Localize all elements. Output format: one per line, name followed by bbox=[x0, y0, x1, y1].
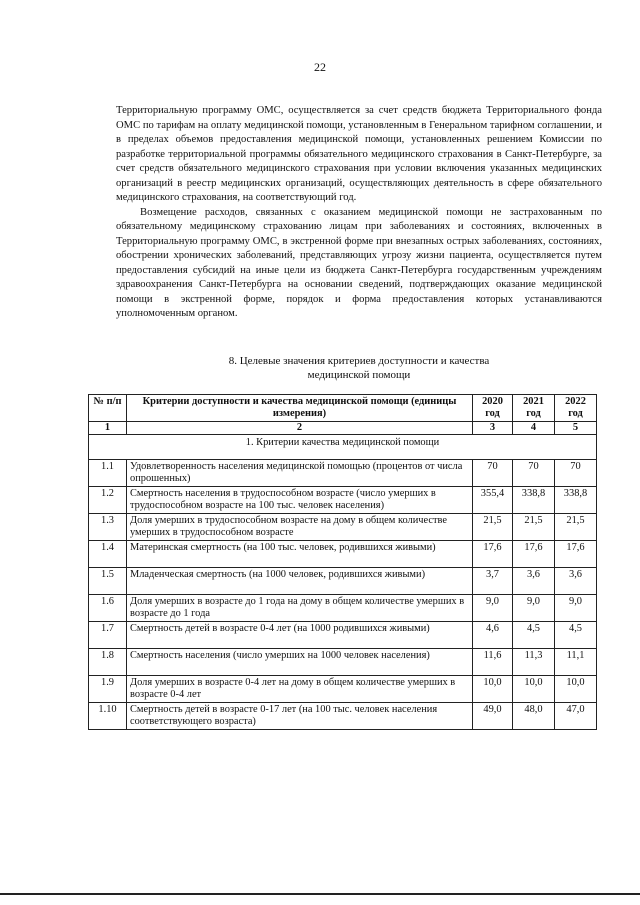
row-value-2021: 10,0 bbox=[513, 676, 555, 703]
row-value-2021: 4,5 bbox=[513, 622, 555, 649]
section-heading bbox=[116, 354, 602, 382]
header-criteria: Критерии доступности и качества медицинской помощи (единицы измерения) bbox=[127, 395, 473, 422]
row-criterion: Смертность детей в возрасте 0-4 лет (на 1000 родившихся живыми) bbox=[127, 622, 473, 649]
row-value-2022: 47,0 bbox=[555, 703, 597, 730]
row-value-2020: 10,0 bbox=[473, 676, 513, 703]
section-title-line-1: 8. Целевые значения критериев доступности и качества bbox=[228, 355, 490, 367]
row-criterion: Смертность детей в возрасте 0-17 лет (на 100 тыс. человек населения соответствующего возраста) bbox=[127, 703, 473, 730]
group-title-row bbox=[89, 435, 597, 460]
row-value-2022: 70 bbox=[555, 460, 597, 487]
column-index: 4 bbox=[513, 422, 555, 435]
table-row bbox=[89, 676, 597, 703]
row-value-2022: 9,0 bbox=[555, 595, 597, 622]
table-row bbox=[89, 514, 597, 541]
row-number: 1.8 bbox=[89, 649, 127, 676]
row-criterion: Материнская смертность (на 100 тыс. человек, родившихся живыми) bbox=[127, 541, 473, 568]
row-value-2020: 9,0 bbox=[473, 595, 513, 622]
column-index: 5 bbox=[555, 422, 597, 435]
column-index: 3 bbox=[473, 422, 513, 435]
body-text bbox=[116, 104, 602, 322]
group-title: 1. Критерии качества медицинской помощи bbox=[89, 435, 597, 460]
row-number: 1.1 bbox=[89, 460, 127, 487]
table-row bbox=[89, 595, 597, 622]
row-criterion: Доля умерших в возрасте до 1 года на дому в общем количестве умерших в возрасте до 1 года bbox=[127, 595, 473, 622]
row-value-2020: 3,7 bbox=[473, 568, 513, 595]
section-title-line-2: медицинской помощи bbox=[307, 369, 411, 381]
header-2021: 2021 год bbox=[513, 395, 555, 422]
row-value-2021: 9,0 bbox=[513, 595, 555, 622]
criteria-table bbox=[88, 394, 597, 730]
page-number: 22 bbox=[314, 60, 326, 74]
row-value-2021: 48,0 bbox=[513, 703, 555, 730]
row-criterion: Смертность населения (число умерших на 1000 человек населения) bbox=[127, 649, 473, 676]
header-2020: 2020 год bbox=[473, 395, 513, 422]
row-value-2022: 4,5 bbox=[555, 622, 597, 649]
row-criterion: Младенческая смертность (на 1000 человек, родившихся живыми) bbox=[127, 568, 473, 595]
row-value-2021: 17,6 bbox=[513, 541, 555, 568]
row-criterion: Удовлетворенность населения медицинской помощью (процентов от числа опрошенных) bbox=[127, 460, 473, 487]
column-index-row bbox=[89, 422, 597, 435]
row-value-2021: 21,5 bbox=[513, 514, 555, 541]
row-value-2020: 49,0 bbox=[473, 703, 513, 730]
row-value-2020: 11,6 bbox=[473, 649, 513, 676]
row-value-2021: 70 bbox=[513, 460, 555, 487]
row-number: 1.6 bbox=[89, 595, 127, 622]
row-number: 1.3 bbox=[89, 514, 127, 541]
row-number: 1.7 bbox=[89, 622, 127, 649]
table-header-row bbox=[89, 395, 597, 422]
row-value-2022: 338,8 bbox=[555, 487, 597, 514]
table-row bbox=[89, 649, 597, 676]
row-value-2022: 10,0 bbox=[555, 676, 597, 703]
row-criterion: Смертность населения в трудоспособном возрасте (число умерших в трудоспособном возрасте на 100 тыс. человек населения) bbox=[127, 487, 473, 514]
row-number: 1.10 bbox=[89, 703, 127, 730]
row-number: 1.4 bbox=[89, 541, 127, 568]
row-criterion: Доля умерших в трудоспособном возрасте на дому в общем количестве умерших в трудоспособном возрасте bbox=[127, 514, 473, 541]
column-index: 2 bbox=[127, 422, 473, 435]
header-num: № п/п bbox=[89, 395, 127, 422]
row-value-2022: 21,5 bbox=[555, 514, 597, 541]
paragraph-2: Возмещение расходов, связанных с оказанием медицинской помощи не застрахованным по обязательному медицинскому страхованию лицам при заболеваниях и состояниях, включенных в Территориальную программу ОМС, в экстренной форме при внезапных острых заболеваниях, состояниях, обострении хронических заболеваний, представляющих угрозу жизни пациента, осуществляется путем предоставления субсидий на иные цели из бюджета Санкт-Петербурга государственным учреждениям здравоохранения Санкт-Петербурга на основании сведений, подтверждающих оказание медицинской помощи в экстренной форме, порядок и форма предоставления которых устанавливаются уполномоченным органом. bbox=[116, 206, 602, 319]
row-value-2020: 21,5 bbox=[473, 514, 513, 541]
row-number: 1.2 bbox=[89, 487, 127, 514]
table-row bbox=[89, 541, 597, 568]
row-number: 1.5 bbox=[89, 568, 127, 595]
column-index: 1 bbox=[89, 422, 127, 435]
row-value-2022: 3,6 bbox=[555, 568, 597, 595]
row-value-2020: 70 bbox=[473, 460, 513, 487]
row-value-2021: 338,8 bbox=[513, 487, 555, 514]
bottom-divider bbox=[0, 893, 640, 895]
row-value-2021: 3,6 bbox=[513, 568, 555, 595]
table-row bbox=[89, 460, 597, 487]
row-value-2020: 17,6 bbox=[473, 541, 513, 568]
header-2022: 2022 год bbox=[555, 395, 597, 422]
row-number: 1.9 bbox=[89, 676, 127, 703]
row-value-2022: 11,1 bbox=[555, 649, 597, 676]
row-value-2020: 4,6 bbox=[473, 622, 513, 649]
row-criterion: Доля умерших в возрасте 0-4 лет на дому в общем количестве умерших в возрасте 0-4 лет bbox=[127, 676, 473, 703]
table-row bbox=[89, 703, 597, 730]
paragraph-1: Территориальную программу ОМС, осуществляется за счет средств бюджета Территориального фонда ОМС по тарифам на оплату медицинской помощи, установленным в Генеральном тарифном соглашении, и в пределах объемов предоставления медицинской помощи, установленных решением Комиссии по разработке территориальной программы обязательного медицинского страхования в Санкт-Петербурге, за счет средств обязательного медицинского страхования при условии включения указанных медицинских организаций в реестр медицинских организаций, осуществляющих деятельность в сфере обязательного медицинского страхования, на соответствующий год. bbox=[116, 105, 602, 203]
row-value-2020: 355,4 bbox=[473, 487, 513, 514]
row-value-2022: 17,6 bbox=[555, 541, 597, 568]
row-value-2021: 11,3 bbox=[513, 649, 555, 676]
table-row bbox=[89, 568, 597, 595]
table-row bbox=[89, 487, 597, 514]
table-row bbox=[89, 622, 597, 649]
